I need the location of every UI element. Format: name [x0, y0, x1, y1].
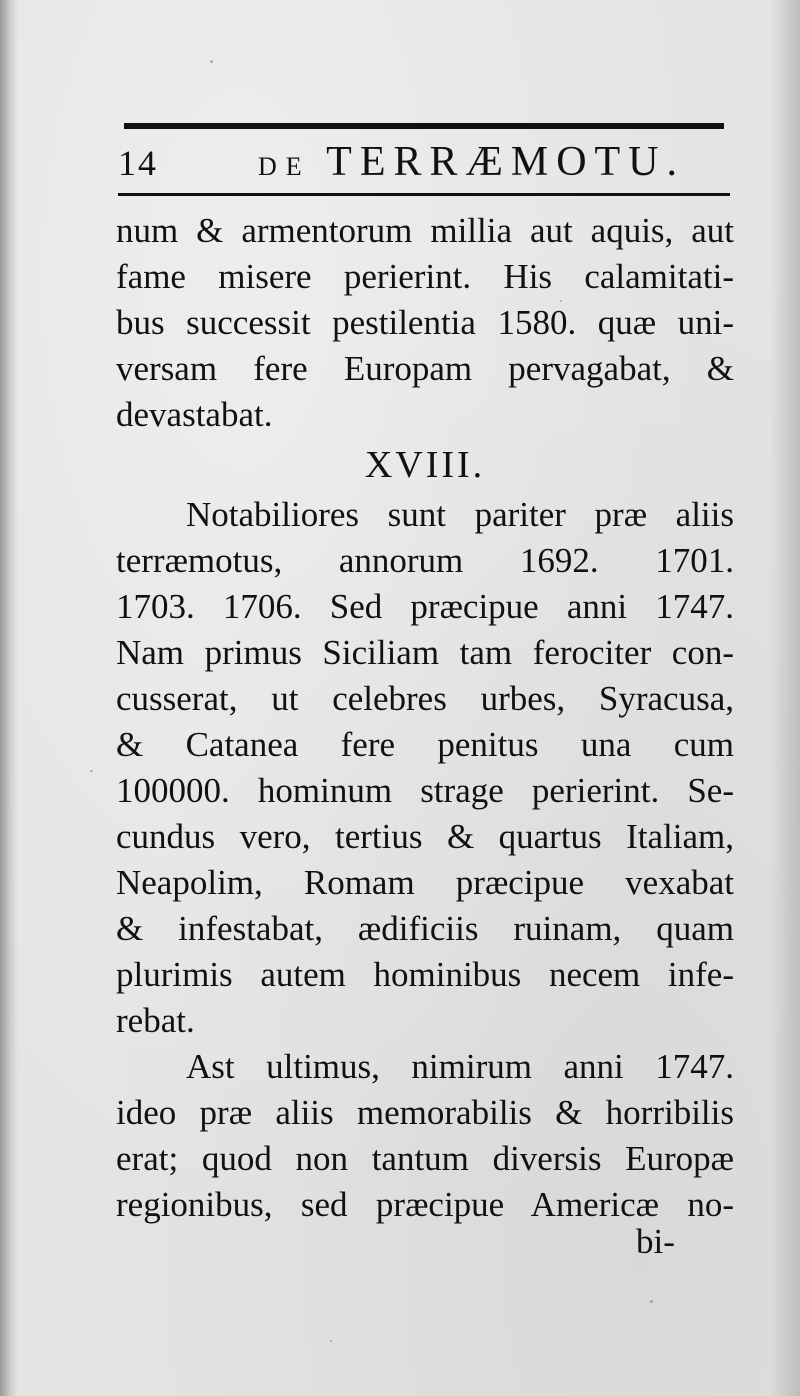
paper-speck — [330, 1340, 332, 1342]
text-line: Nam primus Siciliam tam ferociter con- — [116, 633, 734, 672]
text-line: regionibus, sed præcipue Americæ no- — [116, 1185, 734, 1224]
text-line: cundus vero, tertius & quartus Italiam, — [116, 817, 734, 856]
text-line: Neapolim, Romam præcipue vexabat — [116, 863, 734, 902]
paper-speck — [560, 300, 562, 302]
page-edge-shadow — [770, 0, 800, 1396]
text-line: fame misere perierint. His calamitati- — [116, 257, 734, 296]
text-line: devastabat. — [116, 395, 273, 434]
text-line: ideo præ aliis memorabilis & horribilis — [116, 1093, 734, 1132]
running-title-main: TERRÆMOTU. — [326, 139, 686, 185]
text-line: terræmotus, annorum 1692. 1701. — [116, 541, 734, 580]
text-line: num & armentorum millia aut aquis, aut — [116, 211, 734, 250]
paper-speck — [90, 770, 93, 772]
body-text — [116, 208, 734, 1228]
text-line: 100000. hominum strage perierint. Se- — [116, 771, 734, 810]
catchword: bi- — [636, 1222, 675, 1261]
paper-speck — [210, 60, 213, 63]
text-line: 1703. 1706. Sed præcipue anni 1747. — [116, 587, 734, 626]
running-header — [118, 138, 738, 188]
section-heading: XVIII. — [364, 444, 486, 486]
text-line: plurimis autem hominibus necem infe- — [116, 955, 734, 994]
running-title-prefix: DE — [258, 152, 311, 181]
text-line: bus successit pestilentia 1580. quæ uni- — [116, 303, 734, 342]
page-gutter-shadow — [0, 0, 18, 1396]
text-line: versam fere Europam pervagabat, & — [116, 349, 734, 388]
running-title — [258, 138, 685, 186]
paper-speck — [650, 1300, 653, 1303]
header-rule-top — [124, 123, 724, 129]
text-line: & Catanea fere penitus una cum — [116, 725, 734, 764]
header-rule-bottom — [118, 193, 730, 196]
text-line: rebat. — [116, 1001, 195, 1040]
text-line: cusserat, ut celebres urbes, Syracusa, — [116, 679, 734, 718]
page-number: 14 — [118, 143, 158, 183]
text-line: erat; quod non tantum diversis Europæ — [116, 1139, 734, 1178]
text-line: & infestabat, ædificiis ruinam, quam — [116, 909, 734, 948]
text-line: Notabiliores sunt pariter præ aliis — [186, 495, 734, 534]
text-line: Ast ultimus, nimirum anni 1747. — [186, 1047, 734, 1086]
